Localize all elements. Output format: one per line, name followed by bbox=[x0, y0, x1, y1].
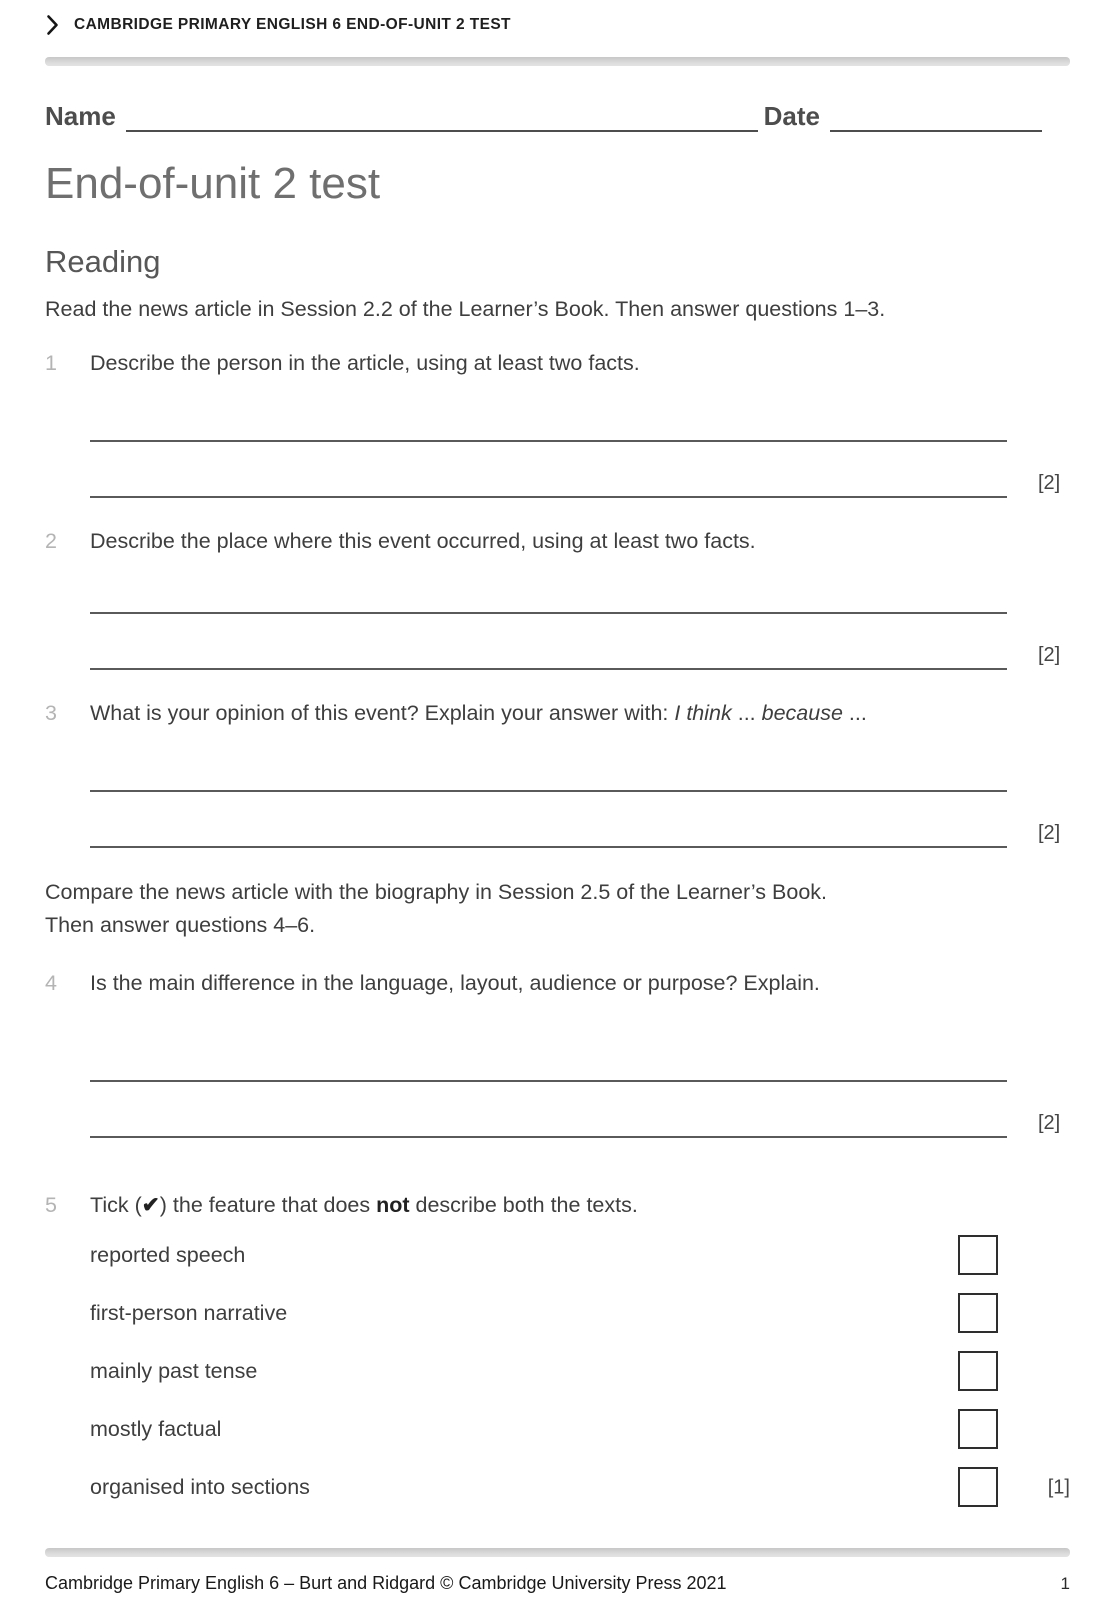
tick-options-list bbox=[90, 1226, 1070, 1516]
section-heading: Reading bbox=[45, 244, 161, 279]
breadcrumb-label: CAMBRIDGE PRIMARY ENGLISH 6 END-OF-UNIT 2 TEST bbox=[74, 16, 511, 33]
question-text: Is the main difference in the language, layout, audience or purpose? Explain. bbox=[90, 971, 820, 995]
answer-line[interactable] bbox=[90, 612, 1007, 614]
question-3 bbox=[45, 698, 1070, 848]
checkbox[interactable] bbox=[958, 1351, 998, 1391]
option-label: organised into sections bbox=[90, 1474, 310, 1499]
name-input-line[interactable] bbox=[126, 98, 758, 132]
breadcrumb bbox=[45, 12, 1070, 38]
compare-note: Compare the news article with the biography in Session 2.5 of the Learner’s Book. Then answer questions 4–6. bbox=[45, 880, 828, 937]
answer-line[interactable] bbox=[90, 790, 1007, 792]
marks-badge: [2] bbox=[1038, 822, 1061, 844]
date-input-line[interactable] bbox=[830, 98, 1042, 132]
marks-badge: [2] bbox=[1038, 1112, 1061, 1134]
question-2 bbox=[45, 526, 1070, 670]
answer-line[interactable] bbox=[90, 822, 1007, 848]
checkbox[interactable] bbox=[958, 1293, 998, 1333]
marks-badge: [2] bbox=[1038, 644, 1061, 666]
page-number: 1 bbox=[1060, 1574, 1070, 1593]
marks-badge: [1] bbox=[1047, 1476, 1070, 1499]
tick-icon: ✔ bbox=[141, 1193, 160, 1217]
question-number: 5 bbox=[45, 1193, 57, 1217]
question-1 bbox=[45, 348, 1070, 498]
chevron-right-icon bbox=[45, 14, 60, 36]
marks-badge: [2] bbox=[1038, 472, 1061, 494]
date-label: Date bbox=[763, 101, 820, 131]
option-row bbox=[90, 1342, 998, 1400]
option-label: reported speech bbox=[90, 1242, 246, 1267]
question-number: 3 bbox=[45, 701, 57, 725]
question-number: 1 bbox=[45, 351, 57, 375]
top-divider-bar bbox=[45, 57, 1070, 66]
page-footer bbox=[45, 1548, 1070, 1594]
question-text: Describe the place where this event occurred, using at least two facts. bbox=[90, 529, 756, 553]
answer-line[interactable] bbox=[90, 472, 1007, 498]
answer-line[interactable] bbox=[90, 644, 1007, 670]
option-row bbox=[90, 1400, 998, 1458]
question-number: 2 bbox=[45, 529, 57, 553]
page-title: End-of-unit 2 test bbox=[45, 159, 381, 208]
name-label: Name bbox=[45, 101, 116, 131]
checkbox[interactable] bbox=[958, 1235, 998, 1275]
question-text: What is your opinion of this event? Explain your answer with: I think ... because ... bbox=[90, 701, 867, 725]
bottom-divider-bar bbox=[45, 1548, 1070, 1557]
option-label: mostly factual bbox=[90, 1416, 222, 1441]
answer-line[interactable] bbox=[90, 440, 1007, 442]
option-row bbox=[90, 1226, 998, 1284]
question-4 bbox=[45, 968, 1070, 1138]
question-number: 4 bbox=[45, 971, 57, 995]
answer-line[interactable] bbox=[90, 1080, 1007, 1082]
question-text: Tick (✔) the feature that does not describe both the texts. bbox=[90, 1193, 638, 1217]
option-row bbox=[90, 1458, 1070, 1516]
option-row bbox=[90, 1284, 998, 1342]
answer-line[interactable] bbox=[90, 1112, 1007, 1138]
option-label: mainly past tense bbox=[90, 1358, 258, 1383]
section-intro: Read the news article in Session 2.2 of the Learner’s Book. Then answer questions 1–3. bbox=[45, 297, 886, 321]
question-text: Describe the person in the article, using at least two facts. bbox=[90, 351, 640, 375]
option-label: first-person narrative bbox=[90, 1300, 288, 1325]
checkbox[interactable] bbox=[958, 1467, 998, 1507]
question-5 bbox=[45, 1190, 1070, 1516]
checkbox[interactable] bbox=[958, 1409, 998, 1449]
footer-credit: Cambridge Primary English 6 – Burt and Ridgard © Cambridge University Press 2021 bbox=[45, 1573, 727, 1593]
name-date-row bbox=[45, 92, 1070, 132]
